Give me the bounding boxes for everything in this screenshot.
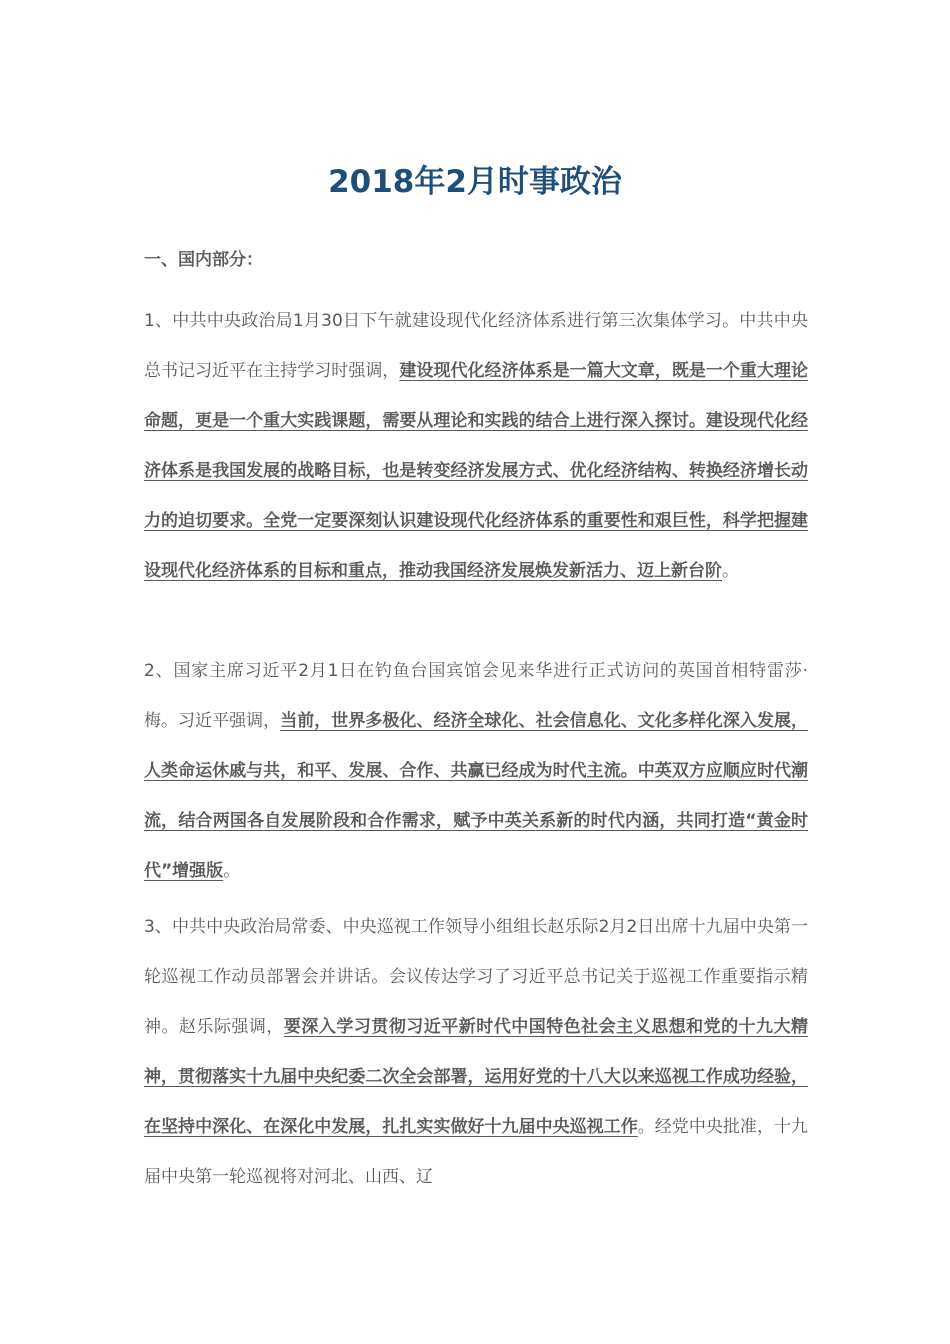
page-title: 2018年2月时事政治 — [328, 164, 622, 200]
paragraph-3 — [144, 902, 808, 1202]
section-heading-domestic: 一、国内部分： — [144, 250, 263, 270]
paragraph-1-outro: 。 — [722, 561, 739, 581]
paragraph-2-intro: 2、国家主席习近平2月1日在钓鱼台国宾馆会见来华进行正式访问的英国首相特雷莎·梅。习近平强调， — [144, 661, 808, 731]
paragraph-3-intro: 3、中共中央政治局常委、中央巡视工作领导小组组长赵乐际2月2日出席十九届中央第一轮巡视工作动员部署会并讲话。会议传达学习了习近平总书记关于巡视工作重要指示精神。赵乐际强调， — [144, 917, 808, 1037]
paragraph-3-emphasis: 要深入学习贯彻习近平新时代中国特色社会主义思想和党的十九大精神，贯彻落实十九届中央纪委二次全会部署，运用好党的十八大以来巡视工作成功经验，在坚持中深化、在深化中发展，扎扎实实做好十九届中央巡视工作 — [144, 1017, 809, 1137]
paragraph-1 — [144, 296, 808, 596]
paragraph-2-outro: 。 — [223, 861, 241, 881]
paragraph-1-intro: 1、中共中央政治局1月30日下午就建设现代化经济体系进行第三次集体学习。中共中央总书记习近平在主持学习时强调， — [144, 311, 808, 381]
paragraph-2-emphasis: 当前，世界多极化、经济全球化、社会信息化、文化多样化深入发展，人类命运休戚与共，和平、发展、合作、共赢已经成为时代主流。中英双方应顺应时代潮流，结合两国各自发展阶段和合作需求，赋予中英关系新的时代内涵，共同打造“黄金时代”增强版 — [144, 711, 809, 881]
paragraph-3-outro: 。经党中央批准，十九届中央第一轮巡视将对河北、山西、辽 — [144, 1117, 809, 1187]
paragraph-2 — [144, 646, 808, 896]
paragraph-1-emphasis: 建设现代化经济体系是一篇大文章，既是一个重大理论命题，更是一个重大实践课题，需要从理论和实践的结合上进行深入探讨。建设现代化经济体系是我国发展的战略目标，也是转变经济发展方式、优化经济结构、转换经济增长动力的迫切要求。全党一定要深刻认识建设现代化经济体系的重要性和艰巨性，科学把握建设现代化经济体系的目标和重点，推动我国经济发展焕发新活力、迈上新台阶 — [144, 361, 809, 581]
